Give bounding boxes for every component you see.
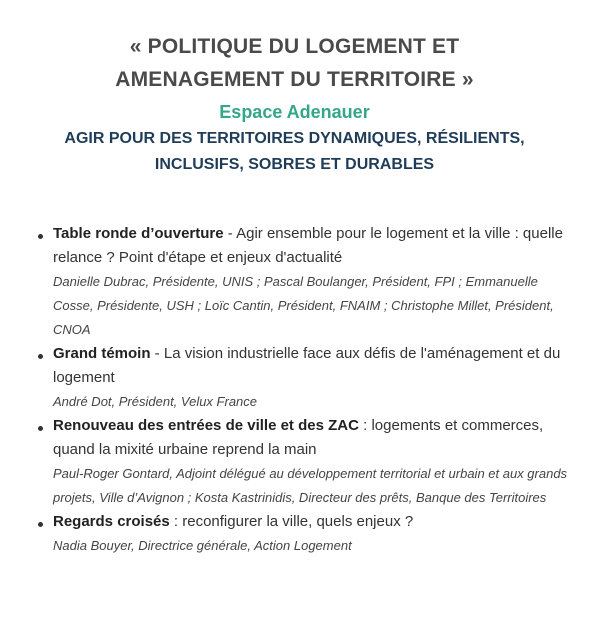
- page-header: [0, 30, 589, 178]
- program-item-title: Grand témoin: [53, 345, 151, 362]
- program-item-opening-roundtable: [36, 222, 576, 342]
- program-item-description: - La vision industrielle face aux défis de l'aménagement et du logement: [53, 345, 561, 386]
- program-item-city-entrances: [36, 414, 576, 510]
- bullet-icon: [38, 354, 43, 359]
- program-item-crossed-views: [36, 510, 576, 558]
- page-title-line2: AMENAGEMENT DU TERRITOIRE »: [115, 68, 474, 91]
- program-item-keynote-witness: [36, 342, 576, 414]
- bullet-icon: [38, 522, 43, 527]
- program-item-title: Table ronde d’ouverture: [53, 225, 224, 242]
- venue-subtitle: Espace Adenauer: [219, 102, 370, 122]
- program-item-main: [53, 222, 576, 270]
- program-item-speakers: Paul-Roger Gontard, Adjoint délégué au développement territorial et urbain et aux grands projets, Ville d’Avignon ; Kosta Kastrinidis, Directeur des prêts, Banque des Territoires: [53, 466, 568, 505]
- bullet-icon: [38, 426, 43, 431]
- tagline-line1: AGIR POUR DES TERRITOIRES DYNAMIQUES, RÉSILIENTS,: [64, 130, 525, 147]
- program-list: [36, 222, 576, 558]
- program-item-description: : reconfigurer la ville, quels enjeux ?: [169, 513, 414, 530]
- program-item-speakers: Danielle Dubrac, Présidente, UNIS ; Pascal Boulanger, Président, FPI ; Emmanuelle Cosse, Présidente, USH ; Loïc Cantin, Président, FNAIM ; Christophe Millet, Président, CNOA: [53, 274, 554, 337]
- program-item-main: [53, 414, 576, 462]
- page-title-line1: « POLITIQUE DU LOGEMENT ET: [129, 35, 460, 58]
- program-item-title: Renouveau des entrées de ville et des ZAC: [53, 417, 359, 434]
- page-title: [0, 30, 589, 96]
- program-item-main: [53, 342, 576, 390]
- program-item-title: Regards croisés: [53, 513, 170, 530]
- program-item-main: [53, 510, 576, 534]
- program-item-speakers: André Dot, Président, Velux France: [53, 394, 258, 409]
- program-item-description: : logements et commerces, quand la mixité urbaine reprend la main: [53, 417, 544, 458]
- bullet-icon: [38, 234, 43, 239]
- session-tagline: [0, 126, 589, 178]
- tagline-line2: INCLUSIFS, SOBRES ET DURABLES: [154, 156, 435, 173]
- program-item-speakers: Nadia Bouyer, Directrice générale, Action Logement: [53, 538, 352, 553]
- program-item-description: - Agir ensemble pour le logement et la ville : quelle relance ? Point d'étape et enjeux d'actualité: [53, 225, 563, 266]
